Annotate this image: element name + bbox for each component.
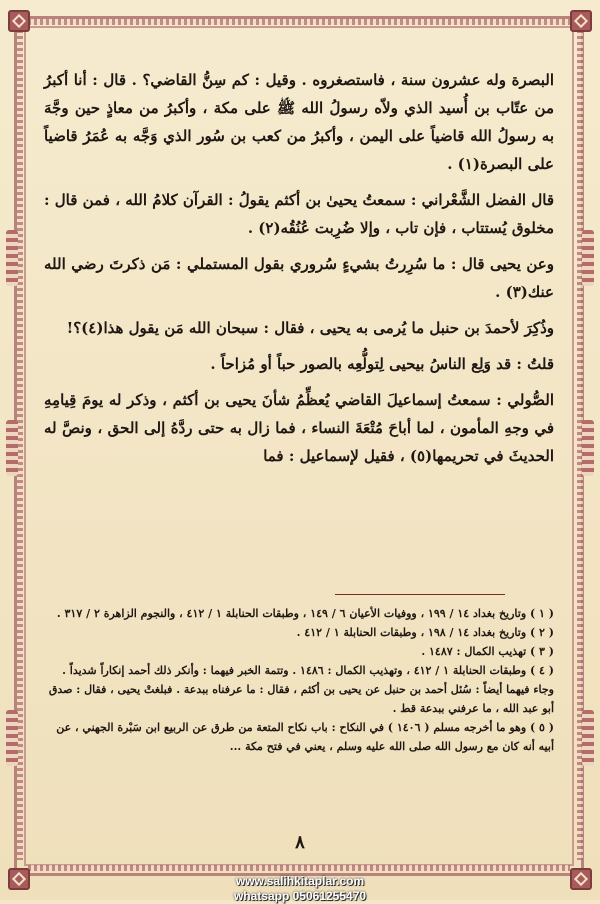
footnote: ( ٢ ) وتاريخ بغداد ١٤ / ١٩٨ ، وطبقات الحنابلة ١ / ٤١٢ . <box>296 626 554 639</box>
main-text <box>44 66 554 470</box>
page-number: ٨ <box>295 832 305 853</box>
side-ornament-icon <box>582 710 594 766</box>
corner-ornament-icon <box>570 10 592 32</box>
footnote-separator <box>335 594 505 595</box>
footnote: ( ٤ ) وطبقات الحنابلة ١ / ٤١٢ ، وتهذيب الكمال : ١٤٨٦ . وتتمة الخبر فيهما : وأنكر ذلك أحمد إنكاراً شديداً . وجاء فيهما أيضاً : سُئل أحمد بن حنبل عن يحيى بن أكثم ، فقال : ما عرفناه ببدعة . فبلغتْ يحيى ، فقال : صدق أبو عبد الله ، ما عرفني ببدعة قط . <box>48 664 554 715</box>
corner-ornament-icon <box>8 10 30 32</box>
side-ornament-icon <box>6 710 18 766</box>
paragraph: وذُكِرَ لأحمدَ بن حنبل ما يُرمى به يحيى ، فقال : سبحان الله مَن يقول هذا(٤)؟! <box>66 319 554 337</box>
paragraph: قلتُ : قد وَلِع الناسُ بيحيى لِتولُّعِه بالصور حباً أو مُزاحاً . <box>210 355 554 373</box>
paragraph: البصرة وله عشرون سنة ، فاستصغروه . وقيل : كم سِنُّ القاضي؟ . قال : أنا أكبرُ من عتّاب بن أُسيد الذي ولاّه رسولُ الله ﷺ على مكة ، وأكبرُ من معاذٍ حين وجَّهَ به رسولُ الله قاضياً على اليمن ، وأكبرُ من كعب بن سُور الذي وَجَّه به عُمَرُ قاضياً على البصرة(١) . <box>44 71 554 173</box>
footnote: ( ٥ ) وهو ما أخرجه مسلم ( ١٤٠٦ ) في النكاح : باب نكاح المتعة من طرق عن الربيع ابن سَبْرة الجهني ، عن أبيه أنه كان مع رسول الله صلى الله عليه وسلم ، يعني في فتح مكة ... <box>56 721 554 753</box>
border-band-top <box>28 19 570 25</box>
border-band-bottom <box>28 865 570 871</box>
side-ornament-icon <box>6 420 18 476</box>
paragraph: الصُّولي : سمعتُ إسماعيلَ القاضي يُعظِّمُ شأنَ يحيى بن أكثم ، وذكر له يومَ قِيامِهِ في وجهِ المأمون ، لما أباحَ مُتْعَةَ النساء ، فما زال به حتى ردَّهُ إلى الحق ، ونصَّ له الحديثَ في تحريمها(٥) ، فقيل لإسماعيل : فما <box>44 391 554 465</box>
paragraph: وعن يحيى قال : ما سُرِرتُ بشيءٍ سُروري بقول المستملي : مَن ذكرتَ رضي الله عنك(٣) . <box>44 255 554 301</box>
side-ornament-icon <box>582 420 594 476</box>
side-ornament-icon <box>582 230 594 286</box>
footnote: ( ١ ) وتاريخ بغداد ١٤ / ١٩٩ ، ووفيات الأعيان ٦ / ١٤٩ ، وطبقات الحنابلة ١ / ٤١٢ ، والنجوم الزاهرة ٢ / ٣١٧ . <box>56 607 554 620</box>
footnotes <box>44 604 554 756</box>
paragraph: قال الفضل الشَّعْراني : سمعتُ يحيىٰ بن أكثم يقولُ : القرآن كلامُ الله ، فمن قال : مخلوق يُستتاب ، فإن تاب ، وإلا ضُرِبت عُنُقُه(٢) . <box>44 191 554 237</box>
side-ornament-icon <box>6 230 18 286</box>
footnote: ( ٣ ) تهذيب الكمال : ١٤٨٧ . <box>421 645 554 658</box>
watermark-phone: whatsapp 05061255470 <box>233 889 367 903</box>
watermark-url: www.salihkitaplar.com <box>235 874 365 888</box>
